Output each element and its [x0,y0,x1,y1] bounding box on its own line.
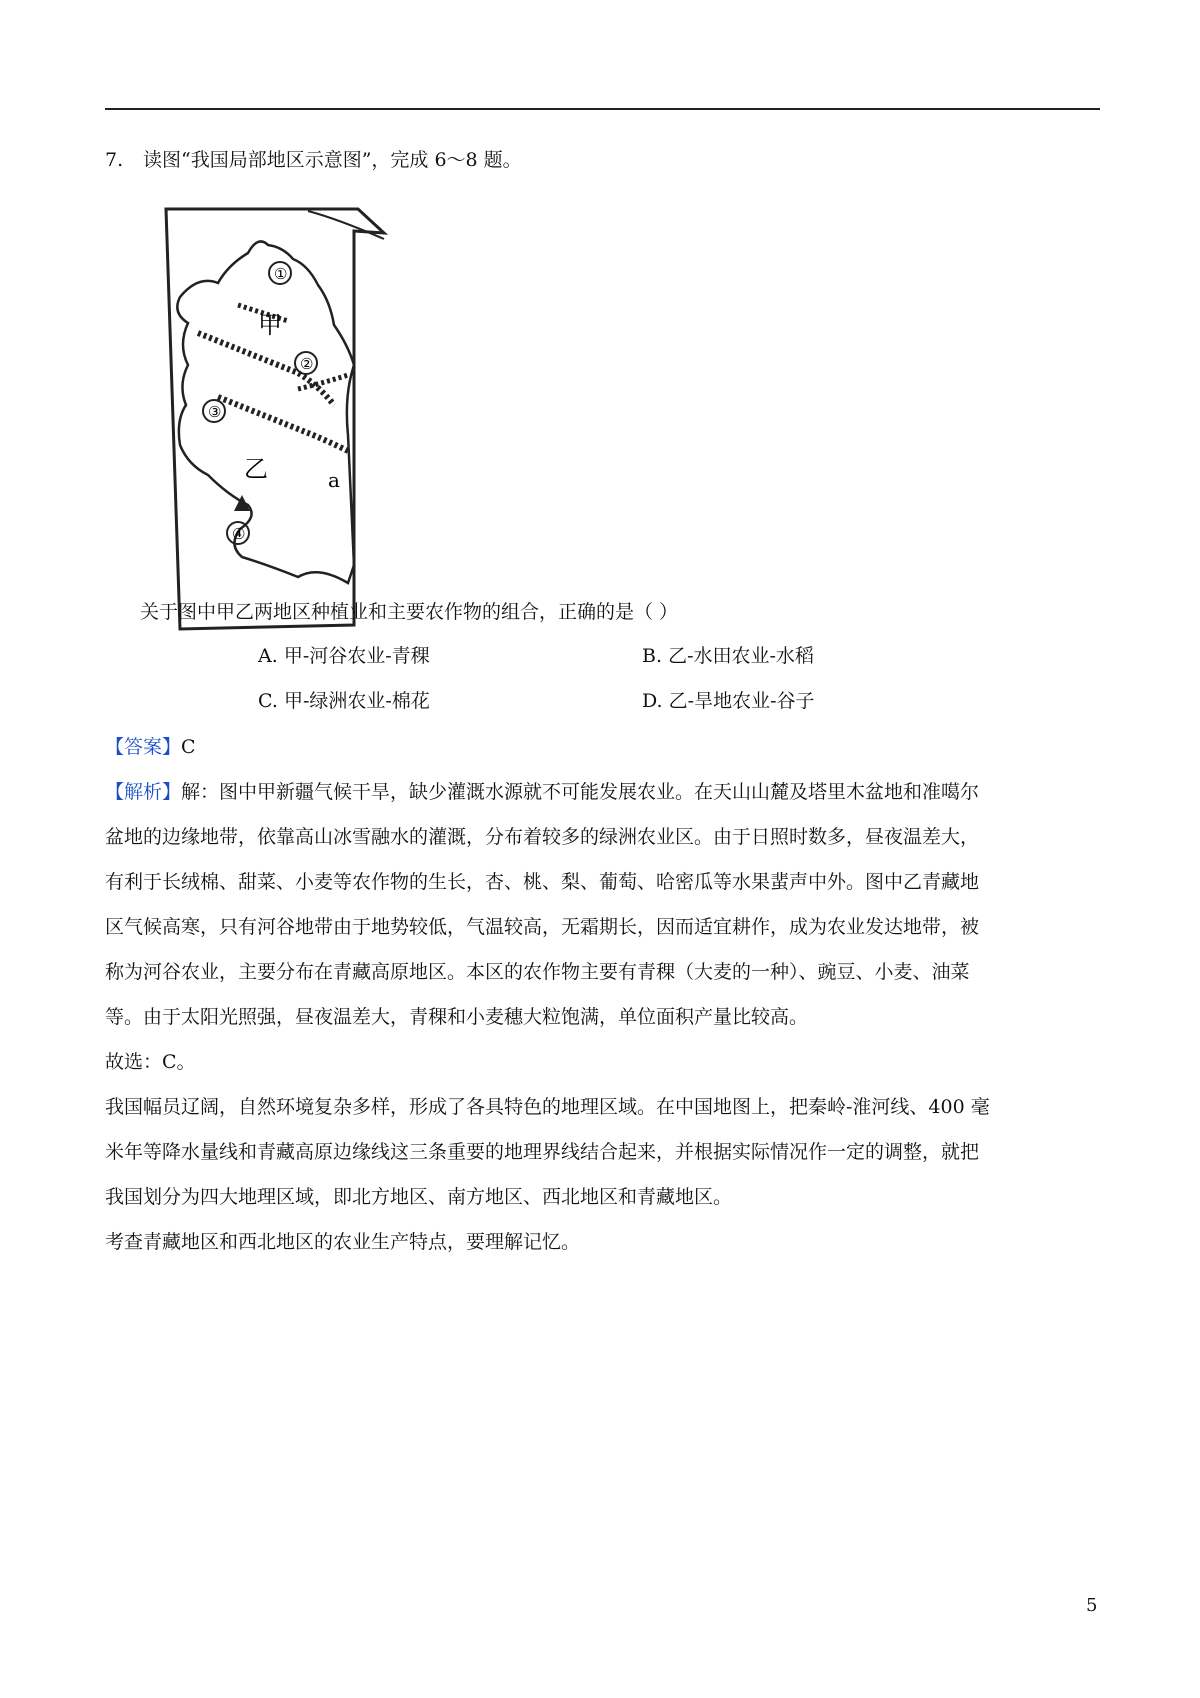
question-prompt: 读图“我国局部地区示意图”，完成 6～8 题。 [143,149,522,171]
question-stem: 关于图中甲乙两地区种植业和主要农作物的组合，正确的是（ ） [140,601,679,623]
region-map [158,205,393,635]
extra-line-1: 我国幅员辽阔，自然环境复杂多样，形成了各具特色的地理区域。在中国地图上，把秦岭-淮河线、400 毫 [105,1096,990,1118]
analysis-line-5: 称为河谷农业，主要分布在青藏高原地区。本区的农作物主要有青稞（大麦的一种）、豌豆、小麦、油菜 [105,961,970,983]
question-prompt-line [105,146,522,174]
analysis-line-3: 有利于长绒棉、甜菜、小麦等农作物的生长，杏、桃、梨、葡萄、哈密瓜等水果蜚声中外。图中乙青藏地 [105,871,980,893]
analysis-line-4: 区气候高寒，只有河谷地带由于地势较低，气温较高，无霜期长，因而适宜耕作，成为农业发达地带，被 [105,916,980,938]
analysis-tag: 【解析】 [105,781,182,803]
analysis-line-6: 等。由于太阳光照强，昼夜温差大，青稞和小麦穗大粒饱满，单位面积产量比较高。 [105,1006,809,1028]
options-row-2 [105,687,1100,715]
map-label-jia: 甲 [258,311,282,339]
analysis-line-2: 盆地的边缘地带，依靠高山冰雪融水的灌溉，分布着较多的绿洲农业区。由于日照时数多，昼夜温差大， [105,826,980,848]
extra-line-3: 我国划分为四大地理区域，即北方地区、南方地区、西北地区和青藏地区。 [105,1186,733,1208]
answer-tag: 【答案】 [105,736,182,758]
answer-line [105,733,196,761]
options-row-1 [105,642,1100,670]
analysis-conclusion: 故选：C。 [105,1051,196,1073]
map-label-2: ② [300,355,314,373]
option-a[interactable]: A. 甲-河谷农业-青稞 [258,645,430,667]
map-label-3: ③ [208,403,222,421]
map-label-4: ④ [232,525,246,543]
option-b[interactable]: B. 乙-水田农业-水稻 [642,645,814,667]
page-number: 5 [1086,1595,1098,1616]
mountain-range-2 [218,397,348,451]
question-number: 7. [105,149,124,171]
extra-line-4: 考查青藏地区和西北地区的农业生产特点，要理解记忆。 [105,1231,581,1253]
map-label-yi: 乙 [244,455,268,483]
map-label-1: ① [274,265,288,283]
header-rule [105,108,1100,110]
map-label-a: a [328,468,340,492]
extra-line-2: 米年等降水量线和青藏高原边缘线这三条重要的地理界线结合起来，并根据实际情况作一定的调整，就把 [105,1141,980,1163]
map-coast [308,211,384,239]
option-d[interactable]: D. 乙-旱地农业-谷子 [642,690,815,712]
analysis-line-1: 【解析】解：图中甲新疆气候干旱，缺少灌溉水源就不可能发展农业。在天山山麓及塔里木盆地和准噶尔 [105,781,980,803]
answer-value: C [181,736,196,758]
option-c[interactable]: C. 甲-绿洲农业-棉花 [258,690,430,712]
mountain-range-1 [198,333,334,405]
